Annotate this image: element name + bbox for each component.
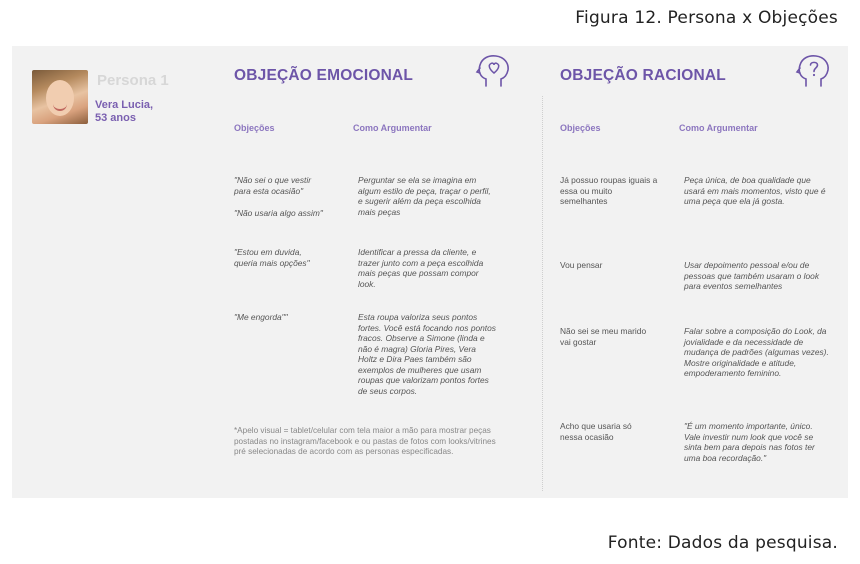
emotional-argument-3: Identificar a pressa da cliente, e trazer junto com a peça escolhida mais peças que possam compor look. — [358, 247, 484, 289]
emotional-title: OBJEÇÃO EMOCIONAL — [234, 67, 414, 84]
persona-label: Persona 1 — [97, 72, 169, 89]
rational-objection-1: Já possuo roupas iguais a essa ou muito semelhantes — [560, 175, 658, 206]
rational-argument-2: Usar depoimento pessoal e/ou de pessoas que também usaram o look para eventos semelhantes — [684, 260, 820, 291]
rational-argument-3: Falar sobre a composição do Look, da jovialidade e da necessidade de mudança de padrões (algumas vezes). Mostre originalidade e atitude, empoderamento feminino. — [684, 326, 829, 378]
emotional-col-objections: Objeções — [234, 123, 275, 133]
persona-age: 53 anos — [95, 112, 136, 124]
rational-title: OBJEÇÃO RACIONAL — [560, 67, 726, 84]
emotional-argument-1: Perguntar se ela se imagina em algum estilo de peça, traçar o perfil, e sugerir além da peça escolhida mais peças — [358, 175, 491, 217]
emotional-argument-4: Esta roupa valoriza seus pontos fortes. Você está focando nos pontos fracos. Observe a Simone (linda e não é magra) Gloria Pires, Vera Holtz e Dira Paes também são exemplos de mulheres que usam roupas que valorizam pontos fortes de seus corpos. — [358, 312, 496, 396]
emotional-objection-4: "Me engorda"" — [234, 312, 288, 322]
rational-col-arguments: Como Argumentar — [679, 123, 758, 133]
emotional-objection-2: "Não usaria algo assim" — [234, 208, 323, 218]
rational-objection-2: Vou pensar — [560, 260, 603, 270]
figure-source: Fonte: Dados da pesquisa. — [607, 533, 838, 553]
rational-objection-4: Acho que usaria só nessa ocasião — [560, 421, 632, 442]
emotional-col-arguments: Como Argumentar — [353, 123, 432, 133]
rational-argument-1: Peça única, de boa qualidade que usará em mais momentos, visto que é uma peça que ela já gosta. — [684, 175, 826, 206]
visual-appeal-note: *Apelo visual = tablet/celular com tela maior a mão para mostrar peças postadas no instagram/facebook e ou pastas de fotos com looks/vitrines pré selecionadas de acordo com as personas especificadas. — [234, 426, 496, 456]
emotional-objection-1: "Não sei o que vestir para esta ocasião" — [234, 175, 311, 196]
persona-avatar — [32, 70, 88, 124]
rational-objection-3: Não sei se meu marido vai gostar — [560, 326, 647, 347]
column-divider — [542, 96, 543, 491]
emotional-objection-3: "Estou em duvida, queria mais opções" — [234, 247, 310, 268]
head-heart-icon — [474, 52, 514, 90]
rational-argument-4: "É um momento importante, único. Vale investir num look que você se sinta bem para depois nas fotos ter uma boa recordação." — [684, 421, 815, 463]
persona-name-text: Vera Lucia, — [95, 99, 154, 111]
rational-col-objections: Objeções — [560, 123, 601, 133]
persona-name — [95, 99, 153, 125]
head-question-icon — [794, 52, 834, 90]
persona-objections-panel — [12, 46, 848, 498]
figure-caption: Figura 12. Persona x Objeções — [575, 8, 838, 28]
